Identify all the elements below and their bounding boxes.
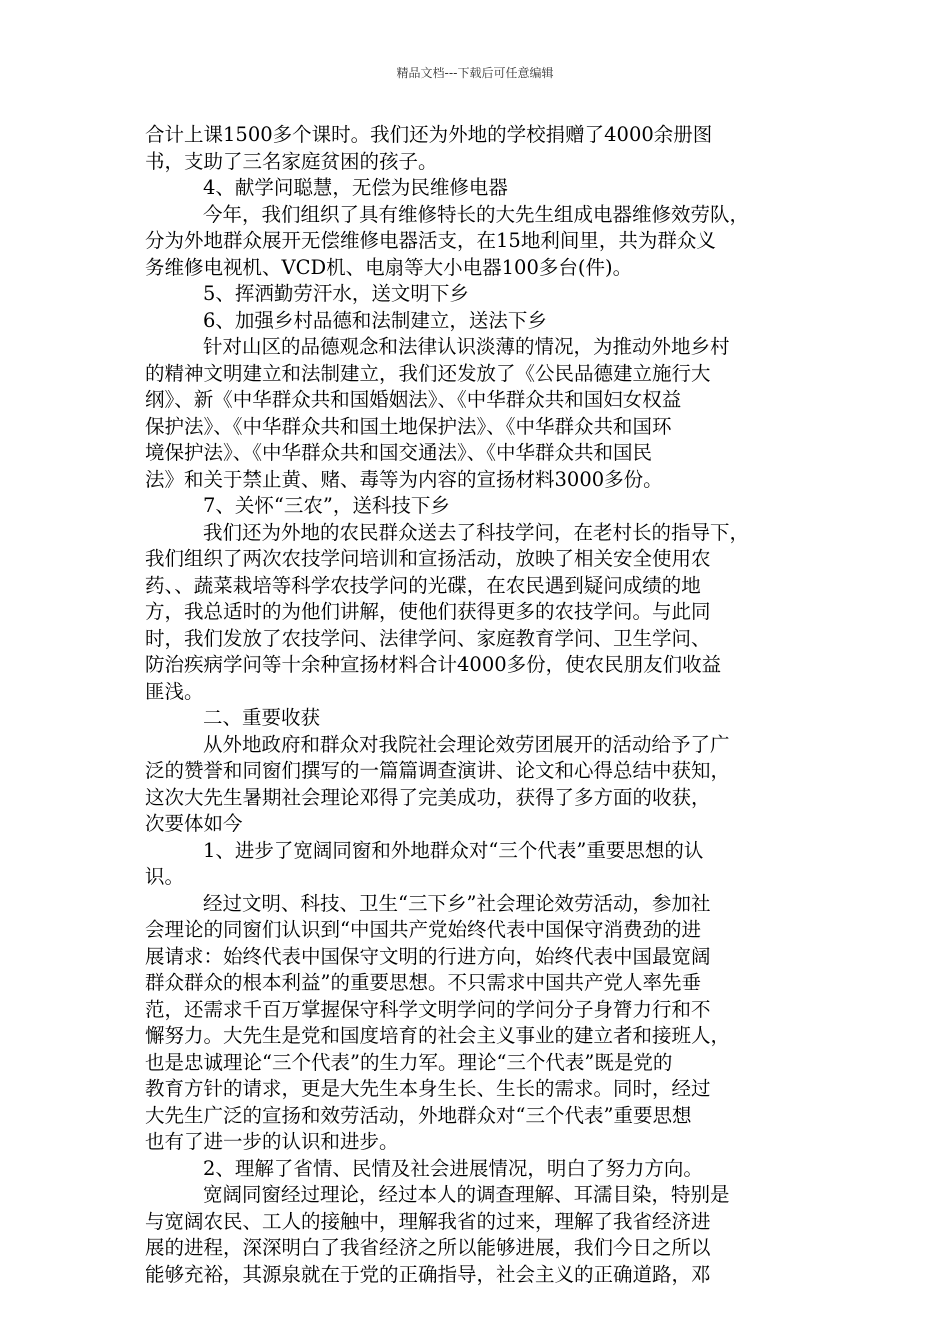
- text-line: 时，我们发放了农技学问、法律学问、家庭教育学问、卫生学问、: [145, 626, 711, 650]
- text-line: 群众群众的根本利益”的重要思想。不只需求中国共产党人率先垂: [145, 971, 701, 994]
- text-line: 也有了进一步的认识和进步。: [145, 1130, 399, 1153]
- text-line: 会理论的同窗们认识到“中国共产党始终代表中国保守消费劲的进: [145, 918, 701, 941]
- text-line: 也是忠诚理论“三个代表”的生力军。理论“三个代表”既是党的: [145, 1050, 673, 1074]
- text-line: 药、、蔬菜栽培等科学农技学问的光碟，在农民遇到疑问成绩的地: [145, 573, 701, 597]
- text-line: 书，支助了三名家庭贫困的孩子。: [145, 149, 438, 173]
- text-line: 展的进程，深深明白了我省经济之所以能够进展，我们今日之所以: [145, 1236, 711, 1259]
- text-line: 经过文明、科技、卫生“三下乡”社会理论效劳活动，参加社: [203, 891, 711, 915]
- text-line: 分为外地群众展开无偿维修电器活支，在15地利间里，共为群众义: [145, 229, 716, 252]
- text-line: 2、理解了省情、民情及社会进展情况，明白了努力方向。: [203, 1156, 703, 1180]
- text-line: 这次大先生暑期社会理论邓得了完美成功，获得了多方面的收获，: [145, 785, 711, 809]
- text-line: 防治疾病学问等十余种宣扬材料合计4000多份，使农民朋友们收益: [145, 653, 722, 676]
- text-line: 宽阔同窗经过理论，经过本人的调查理解、耳濡目染，特别是: [203, 1183, 730, 1206]
- text-line: 展请求：始终代表中国保守文明的行进方向，始终代表中国最宽阔: [145, 944, 711, 968]
- page-header: 精品文档---下载后可任意编辑: [396, 66, 554, 80]
- text-line: 能够充裕，其源泉就在于党的正确指导，社会主义的正确道路，邓: [145, 1262, 711, 1286]
- text-line: 从外地政府和群众对我院社会理论效劳团展开的活动给予了广: [203, 732, 730, 756]
- text-line: 1、进步了宽阔同窗和外地群众对“三个代表”重要思想的认: [203, 838, 704, 862]
- text-line: 的精神文明建立和法制建立，我们还发放了《公民品德建立施行大: [145, 361, 711, 385]
- text-line: 境保护法》、《中华群众共和国交通法》、《中华群众共和国民: [145, 441, 653, 464]
- text-line: 纲》、新《中华群众共和国婚姻法》、《中华群众共和国妇女权益: [145, 388, 682, 411]
- text-line: 我们组织了两次农技学问培训和宣扬活动，放映了相关安全使用农: [145, 547, 711, 570]
- text-line: 大先生广泛的宣扬和效劳活动，外地群众对“三个代表”重要思想: [145, 1103, 692, 1127]
- text-line: 教育方针的请求，更是大先生本身生长、生长的需求。同时，经过: [145, 1077, 711, 1100]
- text-line: 针对山区的品德观念和法律认识淡薄的情况，为推动外地乡村: [203, 335, 730, 358]
- text-line: 与宽阔农民、工人的接触中，理解我省的过来，理解了我省经济进: [145, 1209, 711, 1233]
- document-body: [145, 122, 807, 1288]
- text-line: 次要体如今: [145, 812, 243, 835]
- text-line: 我们还为外地的农民群众送去了科技学问，在老村长的指导下，: [203, 520, 750, 544]
- text-line: 懈努力。大先生是党和国度培育的社会主义事业的建立者和接班人，: [145, 1024, 731, 1047]
- text-line: 法》和关于禁止黄、赌、毒等为内容的宣扬材料3000多份。: [145, 467, 663, 491]
- text-line: 范，还需求千百万掌握保守科学文明学问的学问分子身膂力行和不: [145, 997, 711, 1021]
- text-line: 二、重要收获: [203, 706, 321, 729]
- text-line: 匪浅。: [145, 679, 204, 703]
- text-line: 保护法》、《中华群众共和国土地保护法》、《中华群众共和国环: [145, 414, 672, 438]
- text-line: 今年，我们组织了具有维修特长的大先生组成电器维修效劳队，: [203, 202, 750, 226]
- text-line: 7、关怀“三农”，送科技下乡: [203, 494, 450, 517]
- text-line: 泛的赞誉和同窗们撰写的一篇篇调查演讲、论文和心得总结中获知，: [145, 759, 731, 782]
- text-line: 方，我总适时的为他们讲解，使他们获得更多的农技学问。与此同: [145, 600, 711, 623]
- text-line: 4、献学问聪慧，无偿为民维修电器: [203, 176, 508, 199]
- text-line: 5、挥洒勤劳汗水，送文明下乡: [203, 282, 469, 305]
- text-line: 务维修电视机、VCD机、电扇等大小电器100多台(件)。: [145, 255, 633, 279]
- text-line: 6、加强乡村品德和法制建立，送法下乡: [203, 308, 547, 332]
- text-line: 识。: [145, 865, 185, 888]
- text-line: 合计上课1500多个课时。我们还为外地的学校捐赠了4000余册图: [145, 123, 713, 146]
